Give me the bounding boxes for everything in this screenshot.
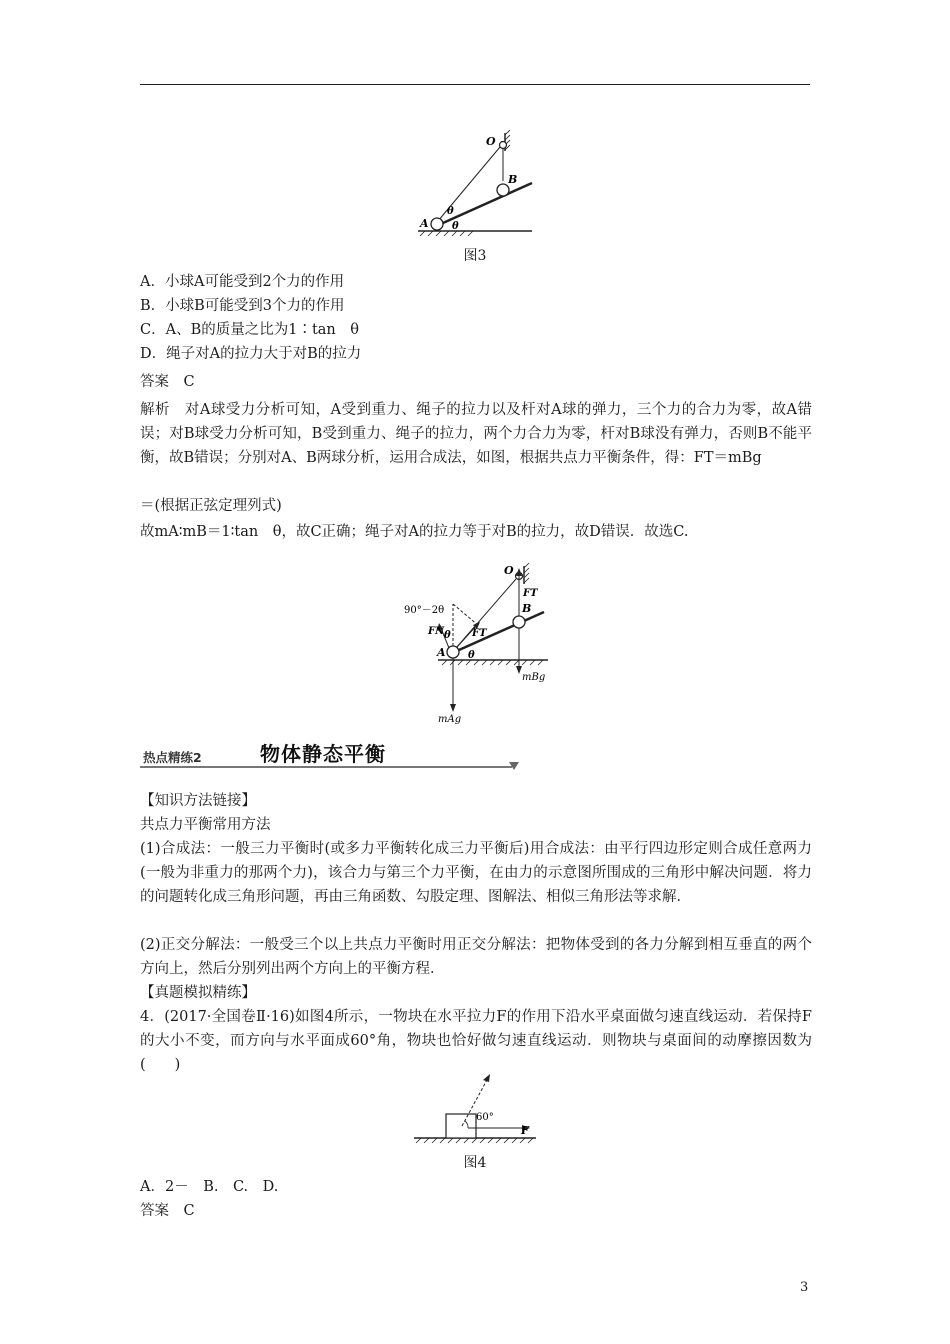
section-tag: 热点精练2 [143, 750, 202, 765]
section-rule [140, 766, 512, 768]
analysis-line-2: ＝(根据正弦定理列式) [140, 498, 282, 514]
question-4: 4．(2017·全国卷Ⅱ·16)如图4所示，一物块在水平拉力F的作用下沿水平桌面做匀速直线运动．若保持F的大小不变，而方向与水平面成60°角，物块也恰好做匀速直线运动．则物块与桌面间的动摩擦因数为( ) [140, 1009, 812, 1073]
fd-label-a: A [437, 646, 446, 659]
fd-label-ft-top: FT [523, 588, 538, 599]
analysis-line-3: 故mA∶mB＝1∶tan θ，故C正确；绳子对A的拉力等于对B的拉力，故D错误．故选C. [140, 524, 689, 540]
fig4-label-f: F [521, 1124, 529, 1137]
fd-label-b: B [522, 602, 532, 615]
option-d: D．绳子对A的拉力大于对B的拉力 [140, 346, 362, 362]
label-a: A [420, 217, 429, 230]
options-q4: A．2－ B. C. D. [140, 1179, 279, 1195]
figure-3-caption: 图3 [463, 248, 487, 264]
fd-label-o: O [504, 564, 514, 577]
knowledge-heading: 【知识方法链接】 [140, 793, 256, 809]
knowledge-paragraph-2: (2)正交分解法：一般受三个以上共点力平衡时用正交分解法：把物体受到的各力分解到相互垂直的两个方向上，然后分别列出两个方向上的平衡方程． [140, 937, 812, 977]
fd-label-theta-base: θ [468, 650, 475, 661]
figure-4-diagram [410, 1068, 540, 1146]
option-b: B．小球B可能受到3个力的作用 [140, 298, 345, 314]
force-diagram [400, 556, 560, 728]
practice-heading: 【真题模拟精练】 [140, 985, 256, 1001]
knowledge-paragraph-1: (1)合成法：一般三力平衡时(或多力平衡转化成三力平衡后)用合成法：由平行四边形定则合成任意两力(一般为非重力的那两个力)，该合力与第三个力平衡，在由力的示意图所围成的三角形中解决问题．将力的问题转化成三角形问题，再由三角函数、勾股定理、图解法、相似三角形法等求解． [140, 841, 812, 905]
label-b: B [508, 173, 518, 186]
fd-label-mbg: mBg [522, 672, 546, 683]
header-rule [140, 84, 810, 85]
label-theta-1: θ [447, 206, 454, 217]
triangle-icon [509, 762, 519, 770]
page-number: 3 [800, 1280, 809, 1295]
analysis-q3: 解析 对A球受力分析可知，A受到重力、绳子的拉力以及杆对A球的弹力，三个力的合力为零，故A错误；对B球受力分析可知，B受到重力、绳子的拉力，两个力合力为零，杆对B球没有弹力，否则B不能平衡，故B错误；分别对A、B两球分析，运用合成法，如图，根据共点力平衡条件，得：FT＝mBg [140, 402, 812, 466]
figure-4-caption: 图4 [463, 1155, 487, 1171]
section-title: 物体静态平衡 [260, 742, 386, 766]
section-header [140, 738, 522, 772]
fd-label-mag: mAg [438, 714, 462, 725]
fig4-label-angle: 60° [476, 1112, 494, 1123]
label-theta-2: θ [452, 221, 459, 232]
answer-q4: 答案 C [140, 1203, 195, 1219]
fd-label-ft-mid: FT [472, 628, 487, 639]
option-a: A．小球A可能受到2个力的作用 [140, 274, 345, 290]
label-o: O [486, 135, 496, 148]
fd-label-fn: FN [428, 626, 445, 637]
knowledge-subheading: 共点力平衡常用方法 [140, 817, 271, 833]
answer-q3: 答案 C [140, 374, 195, 390]
fd-label-theta-a: θ [444, 630, 451, 641]
fd-label-angle: 90°－2θ [404, 605, 445, 616]
figure-3-diagram [410, 125, 540, 240]
option-c: C．A、B的质量之比为1∶tan θ [140, 322, 359, 338]
